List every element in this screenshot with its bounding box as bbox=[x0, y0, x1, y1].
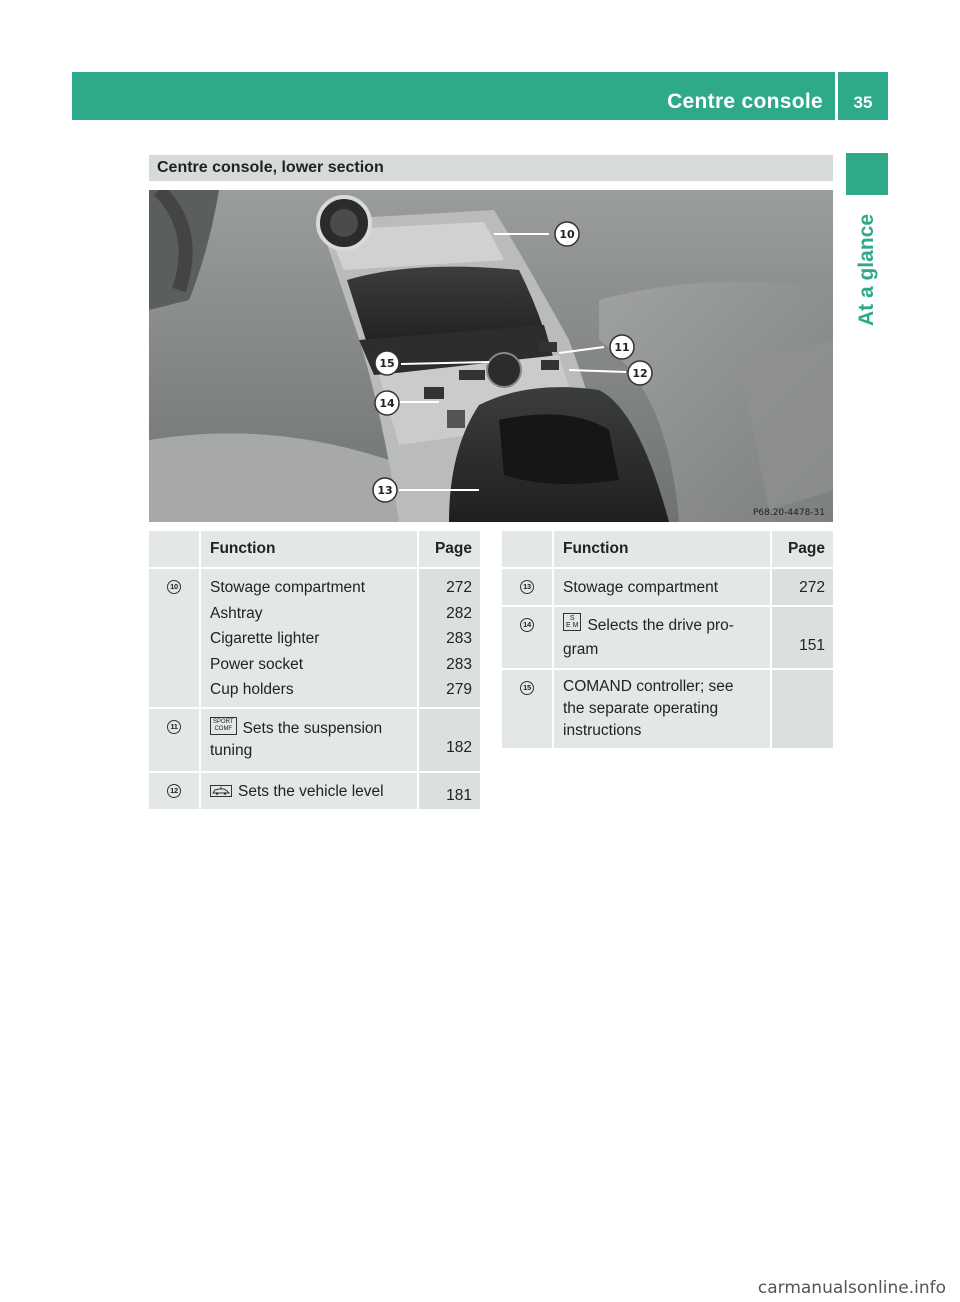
function-text: instructions bbox=[563, 722, 642, 739]
svg-text:13: 13 bbox=[377, 484, 393, 497]
function-text: Selects the drive pro- bbox=[587, 617, 734, 634]
callout-14 bbox=[375, 391, 399, 415]
item-number: 13 bbox=[520, 580, 534, 594]
drive-program-icon: S E M bbox=[563, 613, 581, 631]
function-text: Stowage compartment bbox=[563, 579, 719, 596]
item-number: 15 bbox=[520, 681, 534, 695]
function-text: COMAND controller; see bbox=[563, 678, 734, 695]
page-ref: 151 bbox=[771, 606, 833, 669]
function-text: Sets the suspension bbox=[242, 719, 383, 737]
table-row bbox=[149, 568, 480, 708]
function-text: Power socket bbox=[210, 655, 304, 673]
function-text: the separate operating bbox=[563, 700, 719, 717]
table-row bbox=[502, 669, 833, 749]
function-text: Ashtray bbox=[210, 604, 263, 622]
svg-text:11: 11 bbox=[614, 341, 630, 354]
side-tab-text: At a glance bbox=[855, 213, 879, 327]
sport-comfort-icon: SPORT COMF bbox=[210, 717, 237, 735]
callout-11 bbox=[610, 335, 634, 359]
chapter-title: Centre console bbox=[667, 90, 823, 113]
svg-text:10: 10 bbox=[559, 228, 575, 241]
centre-console-photo bbox=[149, 190, 833, 522]
function-text: Stowage compartment bbox=[210, 579, 366, 596]
header-page: Page bbox=[418, 531, 480, 568]
page-ref: 181 bbox=[418, 772, 480, 810]
console-illustration bbox=[149, 190, 833, 522]
item-number: 14 bbox=[520, 618, 534, 632]
table-header-row bbox=[149, 531, 480, 568]
page-ref bbox=[771, 669, 833, 749]
callout-15 bbox=[375, 351, 399, 375]
image-reference-code: P68.20-4478-31 bbox=[752, 508, 825, 518]
vehicle-level-icon bbox=[210, 785, 232, 797]
right-function-table bbox=[502, 531, 833, 750]
function-text: tuning bbox=[210, 741, 253, 759]
page-ref: 272 bbox=[446, 579, 472, 596]
svg-text:12: 12 bbox=[632, 367, 648, 380]
table-row bbox=[149, 772, 480, 810]
page-ref: 283 bbox=[446, 655, 472, 673]
header-function: Function bbox=[553, 531, 771, 568]
callout-13 bbox=[373, 478, 397, 502]
svg-text:15: 15 bbox=[379, 357, 395, 370]
section-heading: Centre console, lower section bbox=[149, 155, 833, 181]
table-row bbox=[502, 606, 833, 669]
table-header-row bbox=[502, 531, 833, 568]
callout-10 bbox=[555, 222, 579, 246]
item-number: 11 bbox=[167, 720, 181, 734]
function-text: Sets the vehicle level bbox=[238, 782, 384, 800]
page-ref: 272 bbox=[799, 579, 825, 596]
side-tab-label bbox=[848, 205, 886, 335]
header-num-cell bbox=[502, 531, 553, 568]
footer-watermark: carmanualsonline.info bbox=[757, 1278, 946, 1298]
function-text: Cup holders bbox=[210, 681, 294, 698]
page-ref: 282 bbox=[446, 604, 472, 622]
callout-12 bbox=[628, 361, 652, 385]
header-num-cell bbox=[149, 531, 200, 568]
svg-text:14: 14 bbox=[379, 397, 395, 410]
item-number: 10 bbox=[167, 580, 181, 594]
page-number: 35 bbox=[853, 93, 873, 112]
function-text: Cigarette lighter bbox=[210, 630, 320, 647]
function-text: gram bbox=[563, 641, 599, 658]
item-number: 12 bbox=[167, 784, 181, 798]
table-row bbox=[502, 568, 833, 606]
side-tab-marker bbox=[846, 153, 888, 195]
page-ref: 279 bbox=[446, 681, 472, 698]
table-row bbox=[149, 708, 480, 772]
page-ref: 182 bbox=[418, 708, 480, 772]
header-function: Function bbox=[200, 531, 418, 568]
page-ref: 283 bbox=[446, 630, 472, 647]
page-header bbox=[72, 72, 888, 120]
left-function-table bbox=[149, 531, 480, 811]
header-page: Page bbox=[771, 531, 833, 568]
